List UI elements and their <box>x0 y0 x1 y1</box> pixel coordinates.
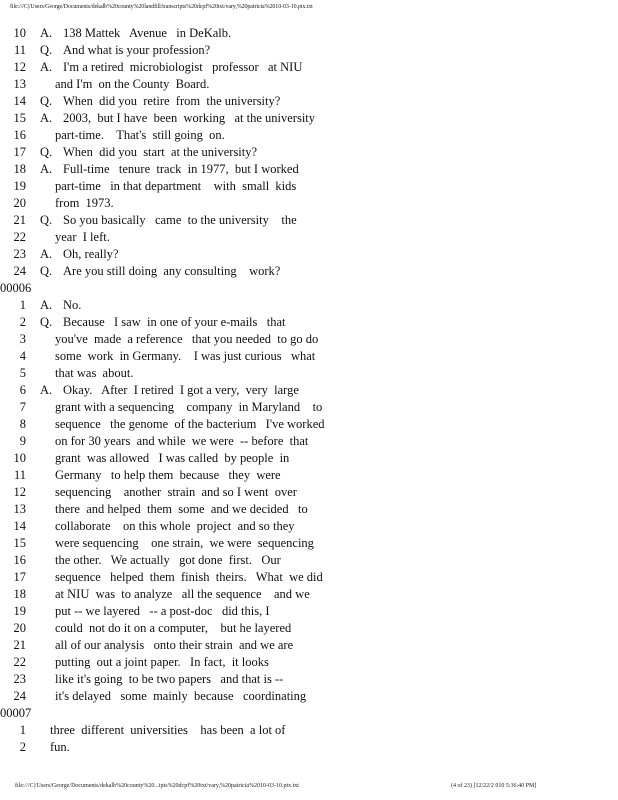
transcript-line <box>12 348 572 365</box>
line-number: 3 <box>19 332 26 346</box>
transcript-line <box>12 433 572 450</box>
speaker-label: Q. <box>40 213 53 227</box>
line-number: 18 <box>13 162 26 176</box>
line-text: Germany to help them because they were <box>55 468 281 482</box>
line-number: 23 <box>13 672 26 686</box>
line-number: 8 <box>19 417 26 431</box>
transcript-line <box>12 178 572 195</box>
transcript-line <box>12 25 572 42</box>
line-text: Oh, really? <box>63 247 119 261</box>
line-number: 12 <box>13 60 26 74</box>
transcript-line <box>12 76 572 93</box>
speaker-label: Q. <box>40 94 53 108</box>
speaker-label: A. <box>40 383 53 397</box>
transcript-line <box>12 110 572 127</box>
transcript-line <box>12 314 572 331</box>
line-text: grant was allowed I was called by people in <box>55 451 290 465</box>
speaker-label: A. <box>40 247 53 261</box>
line-number: 15 <box>13 111 26 125</box>
line-text: some work in Germany. I was just curious what <box>55 349 316 363</box>
speaker-label: Q. <box>40 43 53 57</box>
line-number: 20 <box>13 196 26 210</box>
line-text: that was about. <box>55 366 134 380</box>
transcript-line <box>12 195 572 212</box>
footer-page-info: (4 of 23) [12/22/2 010 5:36:40 PM] <box>451 783 537 789</box>
transcript-line <box>12 399 572 416</box>
speaker-label: Q. <box>40 264 53 278</box>
line-number: 24 <box>13 264 26 278</box>
line-number: 2 <box>19 740 26 754</box>
line-text: When did you start at the university? <box>63 145 258 159</box>
line-text: sequencing another strain and so I went over <box>55 485 297 499</box>
line-text: year I left. <box>55 230 110 244</box>
line-number: 10 <box>13 451 26 465</box>
transcript-line <box>12 603 572 620</box>
file-path-header: file:///C|/Users/George/Documents/dekalb%20county%20landfill/transcripts%20dcpf%20txt/vary,%20patricia%2010-03-10.ptx.txt <box>10 4 313 10</box>
transcript-block-page-5 <box>12 25 572 280</box>
transcript-line <box>12 161 572 178</box>
transcript-line <box>12 416 572 433</box>
transcript-line <box>12 535 572 552</box>
line-text: part-time in that department with small kids <box>55 179 297 193</box>
line-text: 138 Mattek Avenue in DeKalb. <box>63 26 232 40</box>
line-text: the other. We actually got done first. Our <box>55 553 281 567</box>
line-number: 24 <box>13 689 26 703</box>
transcript-line <box>12 501 572 518</box>
line-text: So you basically came to the university the <box>63 213 297 227</box>
line-text: there and helped them some and we decided to <box>55 502 308 516</box>
line-number: 1 <box>19 723 26 737</box>
line-number: 23 <box>13 247 26 261</box>
line-number: 6 <box>19 383 26 397</box>
speaker-label: A. <box>40 162 53 176</box>
line-number: 22 <box>13 230 26 244</box>
footer-file-path: file:///C|/Users/George/Documents/dekalb%20county%20...ipts%20dcpf%20txt/vary,%20patricia%2010-03-10.ptx.txt <box>15 783 299 789</box>
transcript-line <box>12 42 572 59</box>
line-number: 17 <box>13 570 26 584</box>
line-text: were sequencing one strain, we were sequencing <box>55 536 314 550</box>
transcript-block-page-6 <box>12 297 572 705</box>
line-text: putting out a joint paper. In fact, it looks <box>55 655 269 669</box>
transcript-line <box>12 569 572 586</box>
transcript-line <box>12 382 572 399</box>
transcript-body <box>0 25 572 756</box>
transcript-line <box>12 331 572 348</box>
transcript-line <box>12 93 572 110</box>
transcript-line <box>12 229 572 246</box>
transcript-line <box>12 586 572 603</box>
transcript-line <box>12 552 572 569</box>
line-number: 19 <box>13 179 26 193</box>
line-text: collaborate on this whole project and so they <box>55 519 295 533</box>
line-number: 10 <box>13 26 26 40</box>
transcript-line <box>12 484 572 501</box>
line-text: No. <box>63 298 82 312</box>
line-number: 5 <box>19 366 26 380</box>
transcript-line <box>12 722 572 739</box>
line-number: 20 <box>13 621 26 635</box>
line-text: 2003, but I have been working at the university <box>63 111 316 125</box>
line-number: 19 <box>13 604 26 618</box>
transcript-block-page-7 <box>12 722 572 756</box>
line-number: 2 <box>19 315 26 329</box>
line-number: 14 <box>13 519 26 533</box>
transcript-line <box>12 59 572 76</box>
line-number: 15 <box>13 536 26 550</box>
line-text: When did you retire from the university? <box>63 94 281 108</box>
line-text: put -- we layered -- a post-doc did this, I <box>55 604 270 618</box>
line-text: Are you still doing any consulting work? <box>63 264 281 278</box>
line-text: three different universities has been a lot of <box>50 723 286 737</box>
transcript-line <box>12 127 572 144</box>
line-number: 21 <box>13 638 26 652</box>
line-text: Full-time tenure track in 1977, but I worked <box>63 162 299 176</box>
transcript-line <box>12 620 572 637</box>
speaker-label: A. <box>40 111 53 125</box>
speaker-label: Q. <box>40 315 53 329</box>
line-number: 11 <box>13 468 26 482</box>
transcript-line <box>12 739 572 756</box>
page-marker: 00007 <box>0 706 32 720</box>
speaker-label: Q. <box>40 145 53 159</box>
line-text: could not do it on a computer, but he layered <box>55 621 292 635</box>
line-number: 16 <box>13 553 26 567</box>
line-number: 4 <box>19 349 26 363</box>
line-text: sequence the genome of the bacterium I've worked <box>55 417 325 431</box>
line-number: 13 <box>13 502 26 516</box>
line-number: 22 <box>13 655 26 669</box>
page-marker: 00006 <box>0 281 32 295</box>
line-text: fun. <box>50 740 70 754</box>
line-number: 14 <box>13 94 26 108</box>
line-text: Okay. After I retired I got a very, very large <box>63 383 299 397</box>
transcript-line <box>12 518 572 535</box>
transcript-line <box>12 450 572 467</box>
line-text: like it's going to be two papers and that is -- <box>55 672 284 686</box>
line-number: 17 <box>13 145 26 159</box>
transcript-line <box>12 263 572 280</box>
transcript-line <box>12 365 572 382</box>
line-text: And what is your profession? <box>63 43 211 57</box>
line-text: part-time. That's still going on. <box>55 128 225 142</box>
line-number: 18 <box>13 587 26 601</box>
line-text: grant with a sequencing company in Maryland to <box>55 400 323 414</box>
line-text: sequence helped them finish theirs. What we did <box>55 570 323 584</box>
transcript-line <box>12 297 572 314</box>
line-text: you've made a reference that you needed to go do <box>55 332 319 346</box>
transcript-line <box>12 246 572 263</box>
line-number: 13 <box>13 77 26 91</box>
line-text: I'm a retired microbiologist professor at NIU <box>63 60 303 74</box>
line-text: on for 30 years and while we were -- before that <box>55 434 309 448</box>
speaker-label: A. <box>40 60 53 74</box>
line-number: 12 <box>13 485 26 499</box>
transcript-line <box>12 212 572 229</box>
line-text: from 1973. <box>55 196 114 210</box>
line-number: 16 <box>13 128 26 142</box>
line-number: 11 <box>13 43 26 57</box>
speaker-label: A. <box>40 26 53 40</box>
line-number: 9 <box>19 434 26 448</box>
line-text: and I'm on the County Board. <box>55 77 210 91</box>
line-text: all of our analysis onto their strain and we are <box>55 638 294 652</box>
line-number: 1 <box>19 298 26 312</box>
transcript-line <box>12 144 572 161</box>
transcript-line <box>12 654 572 671</box>
line-text: at NIU was to analyze all the sequence and we <box>55 587 310 601</box>
transcript-line <box>12 671 572 688</box>
line-text: it's delayed some mainly because coordinating <box>55 689 307 703</box>
line-number: 21 <box>13 213 26 227</box>
transcript-line <box>12 467 572 484</box>
line-text: Because I saw in one of your e-mails that <box>63 315 286 329</box>
speaker-label: A. <box>40 298 53 312</box>
transcript-line <box>12 637 572 654</box>
line-number: 7 <box>19 400 26 414</box>
transcript-line <box>12 688 572 705</box>
